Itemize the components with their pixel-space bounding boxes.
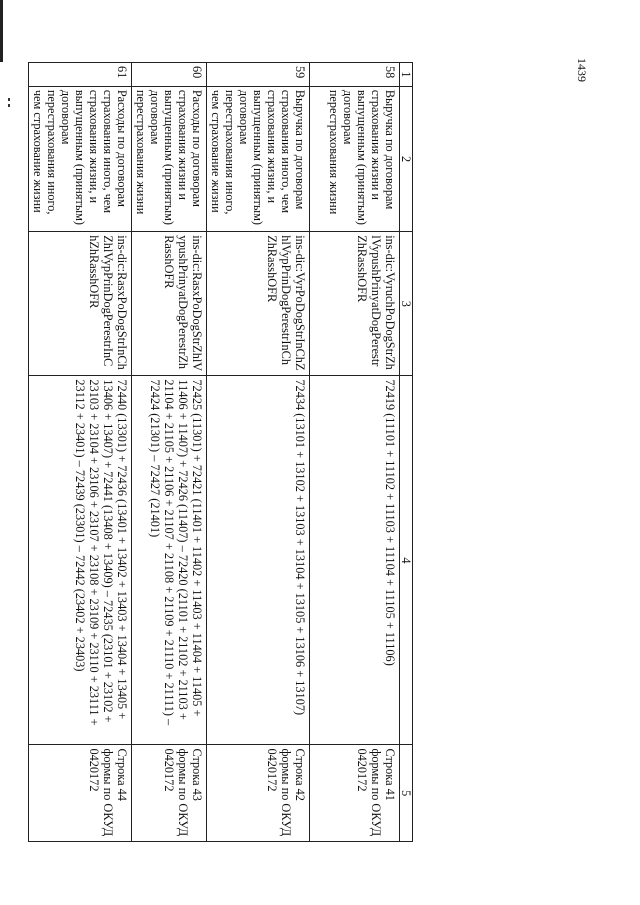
indicator-name: Расходы по договорам страхования иного, чем страхования жизни, и выпущенным (принятым) договорам перестрахования иного, чем страхование жизни [29,86,132,231]
header-col-3: 3 [400,232,413,376]
indicator-name: Выручка по договорам страхования иного, чем страхования жизни, и выпущенным (принятым) договорам перестрахования иного, чем страхование жизни [207,86,310,231]
page-edge-mark [0,0,3,62]
table-row [310,63,400,842]
row-number: 59 [207,63,310,87]
table-row [29,63,132,842]
header-col-4: 4 [400,376,413,745]
indicator-code: ins-dic:VyrPoDogStrInChZhlVypPrinDogPerestrInChZhRasshOFR [207,232,310,376]
table-header-row [400,63,413,842]
indicator-code: ins-dic:RasxPoDogStrInChZhlVypPrinDogPerestrInChZhRasshOFR [29,232,132,376]
indicator-name: Выручка по договорам страхования жизни и выпущенным (принятым) договорам перестрахования жизни [310,86,400,231]
indicator-source: Строка 41 формы по ОКУД 0420172 [310,745,400,842]
row-number: 60 [132,63,207,87]
indicator-formula: 72419 (11101 + 11102 + 11103 + 11104 + 11105 + 11106) [310,376,400,745]
header-col-1: 1 [400,63,413,87]
header-col-5: 5 [400,745,413,842]
indicator-formula: 72440 (13301) + 72436 (13401 + 13402 + 13403 + 13404 + 13405 + 13406 + 13407) + 72441 (13408 + 13409) – 72435 (23101 + 23102 + 23103 + 23104 + 23106 + 23107 + 23108 + 23109 + 23110 + 23111 + 23112 + 23401) – 72439 (23301) – 72442 (23402 + 23403) [29,376,132,745]
table-row [207,63,310,842]
row-number: 61 [29,63,132,87]
page-edge-dots [6,98,12,108]
indicator-code: ins-dic:RasxPoDogStrZhlVypushPrinyatDogPerestrZhRasshOFR [132,232,207,376]
indicator-code: ins-dic:VyruchPoDogStrZhlVypushPrinyatDogPerestrZhRasshOFR [310,232,400,376]
row-number: 58 [310,63,400,87]
indicator-source: Строка 42 формы по ОКУД 0420172 [207,745,310,842]
indicator-table [28,62,413,842]
rotated-table-container [31,62,413,842]
page-number: 1439 [575,58,589,82]
indicator-source: Строка 44 формы по ОКУД 0420172 [29,745,132,842]
indicator-name: Расходы по договорам страхования жизни и выпущенным (принятым) договорам перестрахования жизни [132,86,207,231]
indicator-formula: 72434 (13101 + 13102 + 13103 + 13104 + 13105 + 13106 + 13107) [207,376,310,745]
indicator-source: Строка 43 формы по ОКУД 0420172 [132,745,207,842]
indicator-formula: 72425 (11301) + 72421 (11401 + 11402 + 11403 + 11404 + 11405 + 11406 + 11407) + 72426 (11407) – 72420 (21101 + 21102 + 21103 + 21104 + 21105 + 21106 + 21107 + 21108 + 21109 + 21110 + 21111) – 72424 (21301) – 72427 (21401) [132,376,207,745]
header-col-2: 2 [400,86,413,231]
table-row [132,63,207,842]
